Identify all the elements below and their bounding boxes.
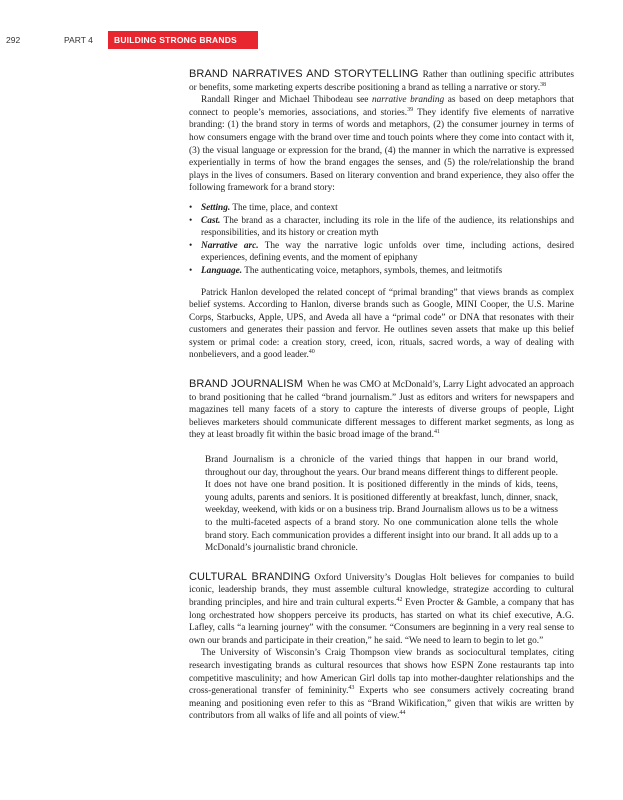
page-header xyxy=(0,31,623,49)
footnote-ref: 38 xyxy=(540,81,547,88)
footnote-ref: 43 xyxy=(348,685,355,692)
chapter-banner xyxy=(108,31,258,49)
page-number: 292 xyxy=(6,35,21,45)
story-framework-list xyxy=(189,202,574,278)
section1-heading: BRAND NARRATIVES AND STORYTELLING xyxy=(189,68,419,80)
list-item: • Cast. The brand as a character, including its role in the life of the audience, its relationships and responsibilities, and its history or creation myth xyxy=(189,215,574,239)
part-label: PART 4 xyxy=(64,35,93,45)
list-item: • Narrative arc. The way the narrative logic unfolds over time, including actions, desired experiences, defining events, and the moment of epiphany xyxy=(189,240,575,264)
section3-paragraph: The University of Wisconsin’s Craig Thompson view brands as sociocultural templates, citing research investigating brands as cultural resources that shows how ESPN Zone restaurants tap into competitive masculinity; and how American Girl dolls tap into mother-daughter relationships and the cross-generational transfer of femininity.$^{43}$ Experts who see consumers actively cocreating brand meaning and positioning even refer to this as “Brand Wikification,” given that wikis are written by contributors from all walks of life and all points of view.$^{44}$ xyxy=(189,648,574,722)
footnote-ref: 44 xyxy=(399,710,406,717)
list-item: • Language. The authenticating voice, metaphors, symbols, themes, and leitmotifs xyxy=(189,265,503,276)
section1-intro: BRAND NARRATIVES AND STORYTELLING Rather than outlining specific attributes or benefits, some marketing experts describe positioning a brand as telling a narrative or story.$^{38}$ xyxy=(189,68,574,93)
section1-paragraph: Randall Ringer and Michael Thibodeau see narrative branding as based on deep metaphors that connect to people’s memories, associations, and stories.$^{39}$ They identify five elements of narrative branding: (1) the brand story in terms of words and metaphors, (2) the consumer journey in terms of how consumers engage with the brand over time and touch points where they come into contact with it, (3) the visual language or expression for the brand, (4) the manner in which the narrative is expressed experientially in terms of how the brand engages the senses, and (5) the role/relationship the brand plays in the lives of consumers. Based on literary convention and brand experience, they also offer the following framework for a brand story: xyxy=(189,95,574,194)
brand-journalism-quote: Brand Journalism is a chronicle of the varied things that happen in our brand world, throughout our day, throughout the years. Our brand means different things to different people. It does not have one brand position. It is positioned differently in the minds of kids, teens, young adults, parents and seniors. It is positioned differently at breakfast, lunch, dinner, snack, weekday, weekend, with kids or on a business trip. Brand Journalism allows us to be a witness to the multi-faceted aspects of a brand story. No one communication alone tells the whole brand story. Each communication provides a different insight into our brand. It all adds up to a McDonald’s journalistic brand chronicle. xyxy=(205,455,558,554)
chapter-banner-title: BUILDING STRONG BRANDS xyxy=(114,35,237,45)
section3-heading: CULTURAL BRANDING xyxy=(189,570,311,583)
footnote-ref: 40 xyxy=(308,349,315,356)
page-body xyxy=(189,68,574,723)
list-item: • Setting. The time, place, and context xyxy=(189,202,338,213)
section1-paragraph-hanlon: Patrick Hanlon developed the related concept of “primal branding” that views brands as complex belief systems. According to Hanlon, diverse brands such as Google, MINI Cooper, the U.S. Marine Corps, Starbucks, Apple, UPS, and Aveda all have a “primal code” or DNA that resonates with their customers and generates their passion and fervor. He outlines seven assets that make up this belief system or primal code: a creation story, creed, icon, rituals, sacred words, a way of dealing with nonbelievers, and a good leader.$^{40}$ xyxy=(189,287,574,361)
footnote-ref: 39 xyxy=(407,106,414,113)
footnote-ref: 41 xyxy=(434,429,441,436)
section3-intro: CULTURAL BRANDING Oxford University’s Douglas Holt believes for companies to build iconic, leadership brands, they must assemble cultural knowledge, strategize according to cultural branding principles, and hire and train cultural experts.$^{42}$ Even Procter & Gamble, a company that has long orchestrated how shoppers perceive its products, has started on what its chief executive, A.G. Lafley, calls “a learning journey” with the consumer. “Consumers are beginning in a very real sense to own our brands and participate in their creation,” he said. “We need to learn to begin to let go.” xyxy=(189,570,574,646)
section2-intro: BRAND JOURNALISM When he was CMO at McDonald’s, Larry Light advocated an approach to brand positioning that he called “brand journalism.” Just as editors and writers for newspapers and magazines tell many facets of a story to capture the interests of diverse groups of people, Light believes marketers should communicate different messages to different market segments, as long as they at least broadly fit within the basic broad image of the brand.$^{41}$ xyxy=(189,378,575,441)
section2-heading: BRAND JOURNALISM xyxy=(189,378,304,391)
footnote-ref: 42 xyxy=(396,596,403,603)
